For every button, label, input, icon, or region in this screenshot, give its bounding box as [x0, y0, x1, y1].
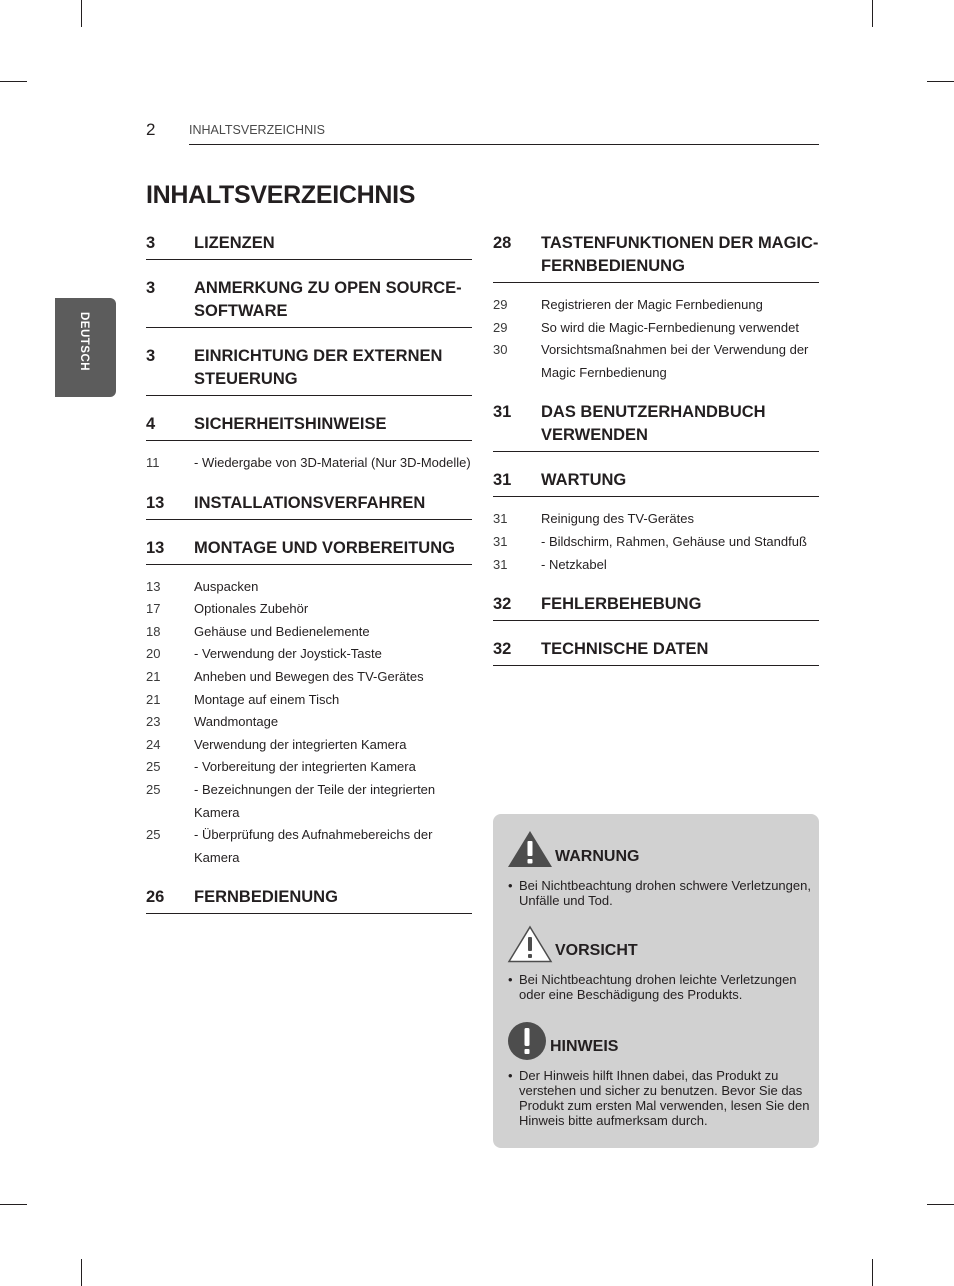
- toc-sub-text: Montage auf einem Tisch: [194, 691, 340, 707]
- toc-section: [493, 469, 819, 497]
- toc-section-title: EINRICHTUNG DER EXTERNEN STEUERUNG: [194, 347, 443, 388]
- toc-sub-entry: [493, 508, 819, 531]
- toc-section-title: FEHLERBEHEBUNG: [541, 595, 702, 614]
- toc-sub-entry: [493, 294, 819, 317]
- toc-sub-entry: [146, 598, 472, 621]
- toc-sub-entry: [146, 666, 472, 689]
- toc-section: [493, 232, 819, 283]
- note-text-line: Produkt zum ersten Mal verwenden, lesen Sie den: [519, 1098, 810, 1113]
- toc-section-page: 32: [493, 640, 512, 659]
- toc-sub-text: - Verwendung der Joystick-Taste: [194, 646, 382, 662]
- toc-sub-entry: [493, 317, 819, 340]
- toc-section: [493, 638, 819, 666]
- toc-left-column: [146, 232, 472, 931]
- toc-section: [493, 401, 819, 452]
- crop-mark: [0, 1204, 27, 1205]
- caution-label: VORSICHT: [555, 942, 638, 959]
- toc-sub-text: - Bildschirm, Rahmen, Gehäuse und Standfuß: [541, 533, 807, 549]
- warning-text-line: Unfälle und Tod.: [519, 893, 613, 908]
- note-text-line: verstehen und sicher zu benutzen. Bevor Sie das: [519, 1083, 803, 1098]
- toc-section-title: ANMERKUNG ZU OPEN SOURCE-SOFTWARE: [194, 279, 462, 320]
- toc-section: [493, 593, 819, 621]
- toc-sub-entry: [146, 824, 472, 869]
- toc-sub-entry: [146, 756, 472, 779]
- crop-mark: [927, 81, 954, 82]
- toc-section-title: MONTAGE UND VORBEREITUNG: [194, 538, 455, 557]
- toc-sub-text: - Vorbereitung der integrierten Kamera: [194, 759, 416, 775]
- note-label: HINWEIS: [550, 1038, 619, 1055]
- toc-section-title: FERNBEDIENUNG: [194, 888, 338, 907]
- toc-right-column: [493, 232, 819, 683]
- toc-sub-entry: [146, 452, 472, 475]
- toc-sub-text: - Bezeichnungen der Teile der integrierten Kamera: [194, 781, 436, 820]
- toc-section-page: 4: [146, 415, 156, 433]
- toc-section-page: 31: [493, 471, 512, 490]
- caution-text: [519, 972, 817, 1002]
- header-rule: [189, 144, 819, 145]
- caution-text-line: oder eine Beschädigung des Produkts.: [519, 987, 743, 1002]
- crop-mark: [0, 81, 27, 82]
- warning-label: WARNUNG: [555, 848, 640, 865]
- toc-section-page: 26: [146, 888, 165, 907]
- toc-sub-entry: [493, 339, 819, 384]
- running-head: INHALTSVERZEICHNIS: [189, 123, 325, 137]
- toc-sub-text: - Überprüfung des Aufnahmebereichs der Kamera: [194, 827, 433, 865]
- toc-section-title: INSTALLATIONSVERFAHREN: [194, 493, 426, 512]
- toc-sub-page: 23: [146, 714, 161, 730]
- caution-triangle-outline-icon: [507, 925, 553, 963]
- toc-section: [146, 277, 472, 328]
- toc-sub-text: - Netzkabel: [541, 556, 607, 572]
- toc-sub-text: So wird die Magic-Fernbedienung verwendet: [541, 319, 799, 335]
- toc-section-page: 31: [493, 403, 512, 422]
- toc-section-title: SICHERHEITSHINWEISE: [194, 415, 387, 433]
- toc-section-page: 32: [493, 595, 512, 614]
- toc-sub-entry: [493, 531, 819, 554]
- warning-text: [519, 878, 817, 908]
- toc-section: [146, 886, 472, 914]
- toc-sub-page: 31: [493, 533, 508, 549]
- toc-sub-text: Auspacken: [194, 578, 259, 594]
- toc-sub-entry: [146, 643, 472, 666]
- toc-sub-text: - Wiedergabe von 3D-Material (Nur 3D-Modelle): [194, 455, 471, 470]
- toc-sub-text: Anheben und Bewegen des TV-Gerätes: [194, 668, 424, 684]
- toc-sub-list: [493, 508, 819, 576]
- toc-section-page: 13: [146, 493, 165, 512]
- toc-section-page: 3: [146, 234, 156, 252]
- toc-section-title: DAS BENUTZERHANDBUCH VERWENDEN: [541, 403, 766, 445]
- crop-mark: [872, 0, 873, 27]
- page-title: INHALTSVERZEICHNIS: [146, 181, 416, 209]
- caution-text-line: Bei Nichtbeachtung drohen leichte Verletzungen: [519, 972, 797, 987]
- toc-sub-page: 24: [146, 736, 161, 752]
- toc-section: [146, 345, 472, 396]
- toc-sub-page: 25: [146, 827, 161, 843]
- note-text: [519, 1068, 817, 1128]
- toc-sub-page: 17: [146, 601, 161, 617]
- toc-section-page: 28: [493, 234, 512, 252]
- toc-sub-entry: [146, 779, 472, 824]
- warning-triangle-filled-icon: [507, 830, 553, 868]
- notice-box: [493, 814, 819, 1148]
- toc-sub-page: 25: [146, 781, 161, 797]
- crop-mark: [81, 1259, 82, 1286]
- toc-sub-page: 20: [146, 646, 161, 662]
- toc-sub-text: Vorsichtsmaßnahmen bei der Verwendung der Magic Fernbedienung: [541, 342, 809, 380]
- toc-sub-entry: [146, 576, 472, 599]
- toc-section: [146, 413, 472, 441]
- toc-sub-page: 13: [146, 578, 161, 594]
- toc-sub-text: Registrieren der Magic Fernbedienung: [541, 297, 763, 312]
- warning-bullet: •: [508, 878, 513, 893]
- note-text-line: Hinweis bitte aufmerksam durch.: [519, 1113, 708, 1128]
- toc-sub-page: 29: [493, 297, 508, 312]
- toc-sub-text: Wandmontage: [194, 714, 279, 730]
- toc-sub-list: [146, 576, 472, 870]
- toc-sub-text: Gehäuse und Bedienelemente: [194, 623, 370, 639]
- toc-sub-page: 18: [146, 623, 161, 639]
- toc-sub-text: Optionales Zubehör: [194, 601, 309, 617]
- toc-sub-list: [146, 452, 472, 475]
- note-text-line: Der Hinweis hilft Ihnen dabei, das Produkt zu: [519, 1068, 779, 1083]
- page-number: 2: [146, 120, 156, 139]
- language-side-tab-label: DEUTSCH: [78, 312, 90, 372]
- toc-sub-page: 29: [493, 319, 508, 335]
- toc-sub-entry: [146, 621, 472, 644]
- caution-bullet: •: [508, 972, 513, 987]
- toc-sub-page: 21: [146, 668, 161, 684]
- toc-section-page: 3: [146, 347, 156, 365]
- note-bullet: •: [508, 1068, 513, 1083]
- toc-sub-page: 31: [493, 556, 508, 572]
- toc-section-title: TECHNISCHE DATEN: [541, 640, 709, 659]
- toc-section: [146, 492, 472, 520]
- toc-sub-page: 25: [146, 759, 161, 775]
- warning-text-line: Bei Nichtbeachtung drohen schwere Verletzungen,: [519, 878, 811, 893]
- toc-section-page: 13: [146, 538, 165, 557]
- toc-section: [146, 537, 472, 565]
- toc-section-title: LIZENZEN: [194, 234, 275, 252]
- toc-sub-entry: [146, 734, 472, 757]
- toc-section-page: 3: [146, 279, 156, 297]
- toc-sub-page: 31: [493, 511, 508, 527]
- note-exclamation-circle-icon: [507, 1021, 547, 1061]
- toc-section: [146, 232, 472, 260]
- toc-sub-page: 11: [146, 455, 160, 470]
- toc-section-title: TASTENFUNKTIONEN DER MAGIC-FERNBEDIENUNG: [541, 234, 819, 275]
- toc-sub-list: [493, 294, 819, 384]
- crop-mark: [927, 1204, 954, 1205]
- toc-sub-entry: [146, 689, 472, 712]
- toc-sub-page: 21: [146, 691, 161, 707]
- crop-mark: [81, 0, 82, 27]
- toc-sub-text: Reinigung des TV-Gerätes: [541, 511, 694, 527]
- toc-section-title: WARTUNG: [541, 471, 627, 490]
- toc-sub-entry: [493, 554, 819, 577]
- toc-sub-entry: [146, 711, 472, 734]
- crop-mark: [872, 1259, 873, 1286]
- toc-sub-page: 30: [493, 342, 508, 358]
- toc-sub-text: Verwendung der integrierten Kamera: [194, 736, 407, 752]
